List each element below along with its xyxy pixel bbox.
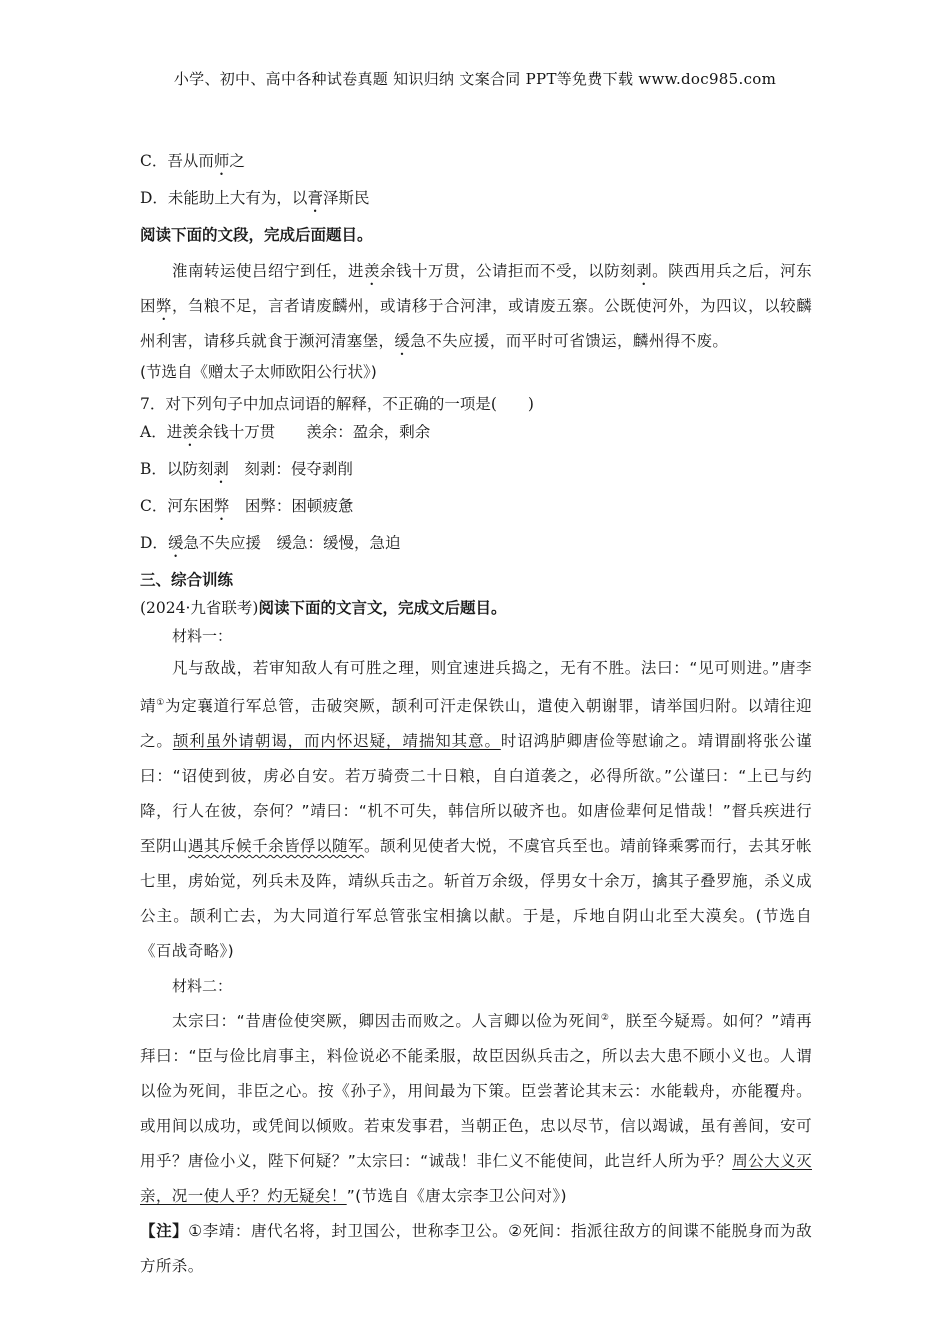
- material2-label: 材料二：: [172, 977, 233, 996]
- q7-option-d: D．缓急不失应援 缓急：缓慢，急迫: [140, 534, 401, 552]
- section-heading: 三、综合训练: [140, 571, 234, 589]
- option-c-prev: C．吾从而师之: [140, 152, 245, 170]
- material1-text: 凡与敌战，若审知敌人有可胜之理，则宜速进兵捣之，无有不胜。法曰：“见可则进。”唐李靖①为定襄道行军总管，击破突厥，颉利可汗走保铁山，遣使入朝谢罪，请举国归附。以靖往迎之。颉利虽外请朝谒，而内怀迟疑，靖揣知其意。时诏鸿胪卿唐俭等慰谕之。靖谓副将张公谨曰：“诏使到彼，虏必自安。若万骑赍二十日粮，自白道袭之，必得所欲。”公谨曰：“上已与约降，行人在彼，奈何？”靖曰：“机不可失，韩信所以破齐也。如唐俭辈何足惜哉！”督兵疾进行至阴山遇其斥候千余皆俘以随军。颉利见使者大悦，不虞官兵至也。靖前锋乘雾而行，去其牙帐七里，虏始觉，列兵未及阵，靖纵兵击之。斩首万余级，俘男女十余万，擒其子叠罗施，杀义成公主。颉利亡去，为大同道行军总管张宝相擒以献。于是，斥地自阴山北至大漠矣。(节选自《百战奇略》): [140, 659, 813, 961]
- option-d-prev: D．未能助上大有为，以膏泽斯民: [140, 189, 370, 207]
- page-header: 小学、初中、高中各种试卷真题 知识归纳 文案合同 PPT等免费下载 www.doc985.com: [173, 70, 777, 88]
- passage1-text: 淮南转运使吕绍宁到任，进羡余钱十万贯，公请拒而不受，以防刻剥。陕西用兵之后，河东困弊，刍粮不足，言者请废麟州，或请移于合河津，或请废五寨。公既使河外，为四议，以较麟州利害，请移兵就食于濒河清塞堡，缓急不失应援，而平时可省馈运，麟州得不废。: [140, 262, 813, 350]
- document-body: [140, 148, 812, 1284]
- instruction-heading: 阅读下面的文段，完成后面题目。: [140, 226, 373, 244]
- material2-text: 太宗曰：“昔唐俭使突厥，卿因击而败之。人言卿以俭为死间②，朕至今疑焉。如何？”靖再拜曰：“臣与俭比肩事主，料俭说必不能柔服，故臣因纵兵击之，所以去大患不顾小义也。人谓以俭为死间，非臣之心。按《孙子》，用间最为下策。臣尝著论其末云：水能载舟，亦能覆舟。或用间以成功，或凭间以倾败。若束发事君，当朝正色，忠以尽节，信以竭诚，虽有善间，安可用乎？唐俭小义，陛下何疑？”太宗曰：“诚哉！非仁义不能使间，此岂纤人所为乎？周公大义灭亲，况一使人乎？灼无疑矣！”(节选自《唐太宗李卫公问对》): [140, 1012, 812, 1206]
- section-instruction: (2024·九省联考)阅读下面的文言文，完成文后题目。: [140, 599, 507, 617]
- question-7: 7．对下列句子中加点词语的解释，不正确的一项是( ): [140, 395, 534, 413]
- q7-option-b: B．以防刻剥 刻剥：侵夺剥削: [140, 460, 353, 478]
- material1-label: 材料一：: [172, 627, 233, 645]
- notes: 【注】①李靖：唐代名将，封卫国公，世称李卫公。②死间：指派往敌方的间谍不能脱身而为敌方所杀。: [140, 1222, 812, 1276]
- q7-option-a: A．进羡余钱十万贯 羡余：盈余，剩余: [140, 423, 431, 441]
- q7-option-c: C．河东困弊 困弊：困顿疲惫: [140, 497, 354, 515]
- passage1-source: (节选自《赠太子太师欧阳公行状》): [140, 363, 377, 381]
